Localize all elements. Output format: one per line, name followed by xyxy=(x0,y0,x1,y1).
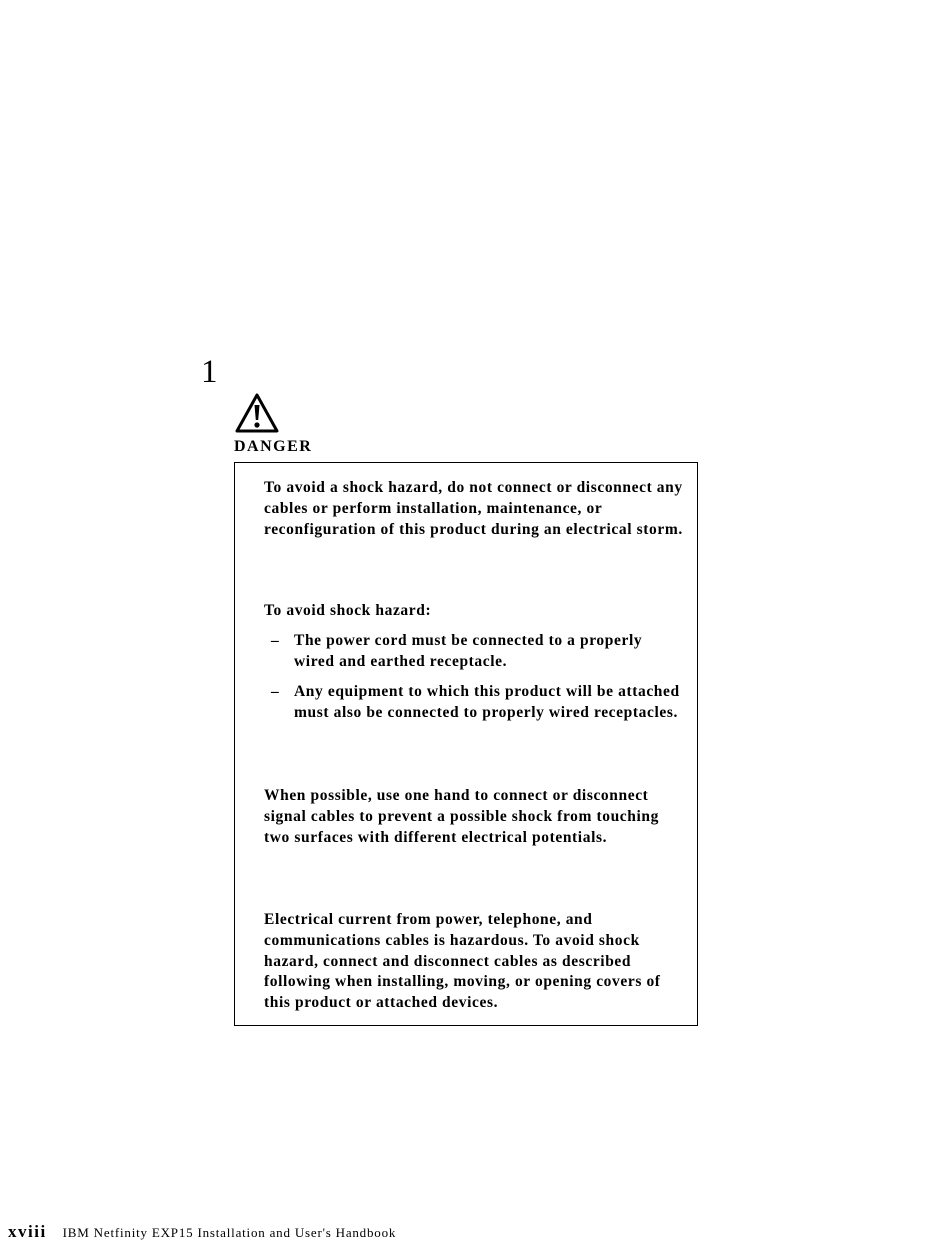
danger-heading: DANGER xyxy=(234,438,313,455)
bullet-marker: – xyxy=(271,683,280,700)
bullet-text: The power cord must be connected to a properly wired and earthed receptacle. xyxy=(294,632,643,670)
danger-paragraph-storm: To avoid a shock hazard, do not connect or disconnect any cables or perform installation, maintenance, or reconfiguration of this product during an electrical storm. xyxy=(264,479,683,538)
page-footer xyxy=(8,1222,396,1242)
step-number: 1 xyxy=(201,354,218,390)
danger-paragraph-shock-intro: To avoid shock hazard: xyxy=(264,602,432,619)
footer-book-title: IBM Netfinity EXP15 Installation and User's Handbook xyxy=(62,1225,397,1240)
bullet-text: Any equipment to which this product will be attached must also be connected to properly wired receptacles. xyxy=(294,683,680,721)
danger-bullet-power-cord xyxy=(264,631,684,673)
danger-bullet-equipment xyxy=(264,682,684,724)
footer-page-number: xviii xyxy=(8,1222,47,1241)
bullet-marker: – xyxy=(271,632,280,649)
danger-notice-box xyxy=(234,462,698,1026)
warning-triangle-icon xyxy=(234,392,280,434)
danger-paragraph-current: Electrical current from power, telephone, and communications cables is hazardous. To avoid shock hazard, connect and disconnect cables as described following when installing, moving, or opening covers of this product or attached devices. xyxy=(264,911,661,1012)
danger-paragraph-one-hand: When possible, use one hand to connect or disconnect signal cables to prevent a possible shock from touching two surfaces with different electrical potentials. xyxy=(264,787,659,846)
